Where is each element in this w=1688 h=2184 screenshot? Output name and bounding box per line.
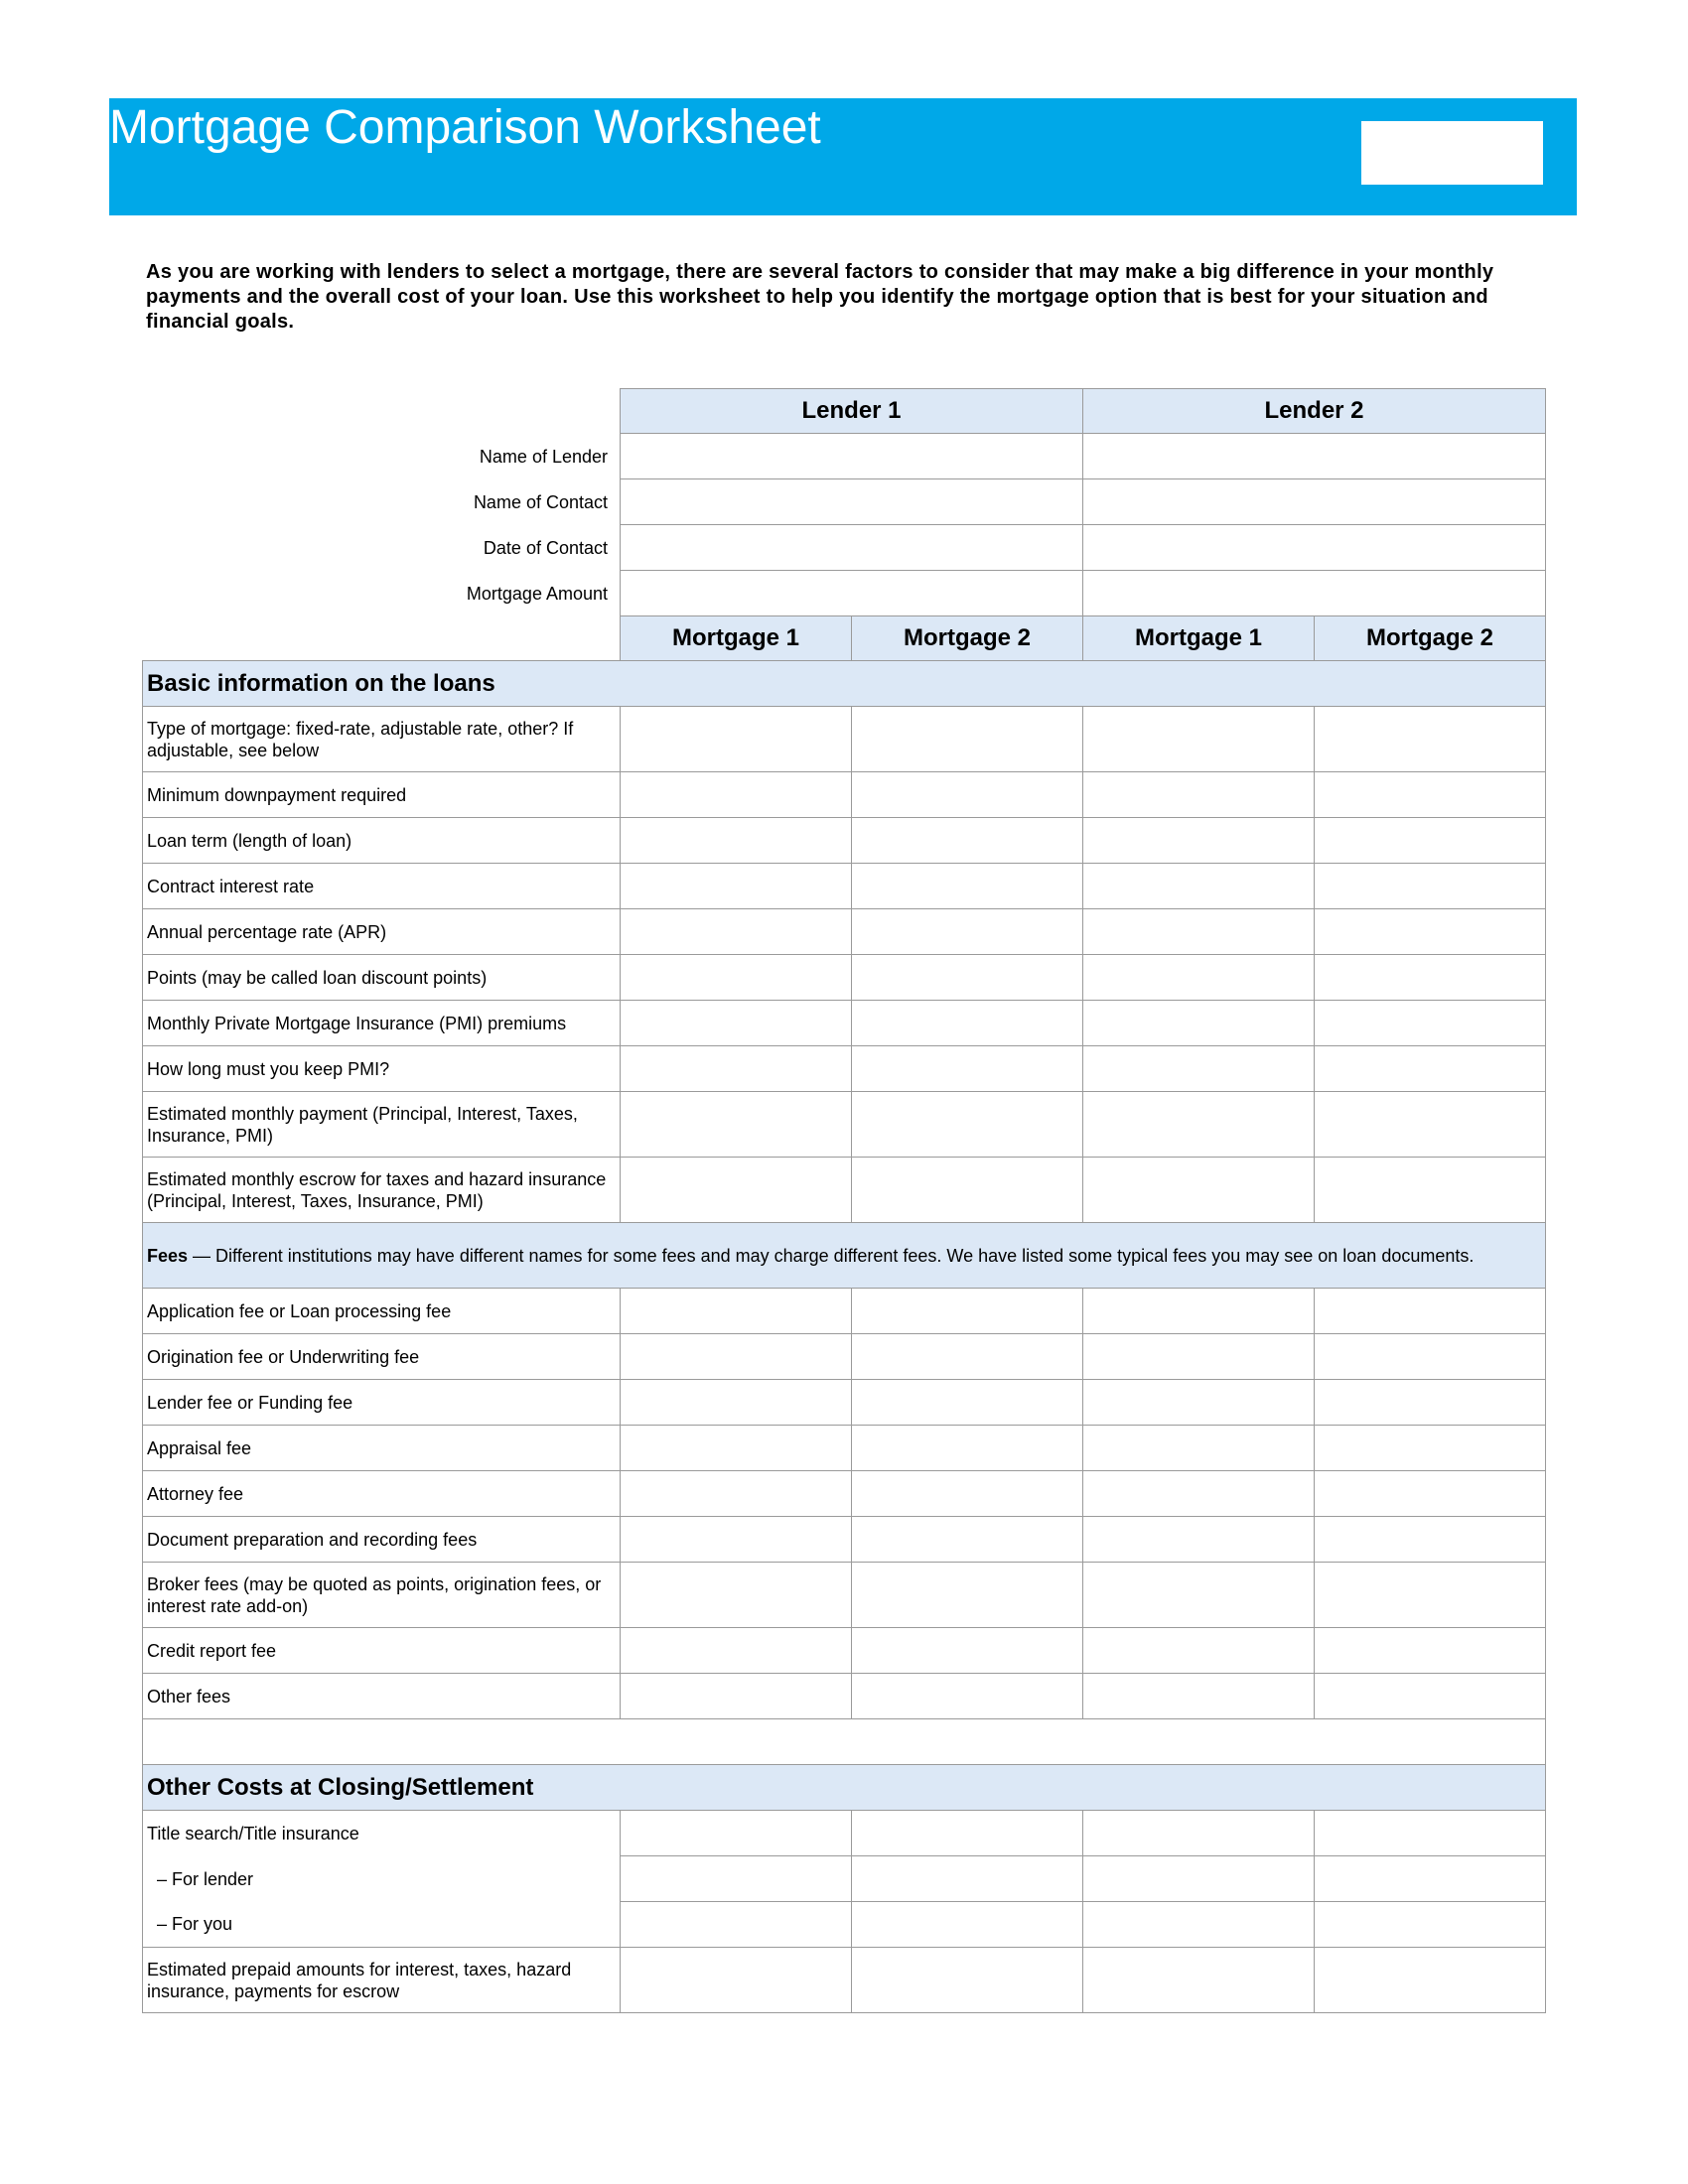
section-title-closing: Other Costs at Closing/Settlement [143, 1765, 1546, 1811]
input-cell[interactable] [1083, 1158, 1315, 1223]
input-cell[interactable] [1083, 955, 1315, 1001]
lender-2-input-cell[interactable] [1083, 525, 1546, 571]
input-cell[interactable] [1315, 1674, 1546, 1719]
lender-info-row [143, 571, 1546, 616]
input-cell[interactable] [1083, 707, 1315, 772]
lender-1-input-cell[interactable] [621, 571, 1083, 616]
section-row [143, 1765, 1546, 1811]
lender-info-row [143, 479, 1546, 525]
input-cell[interactable] [852, 1517, 1083, 1563]
row-label: Estimated prepaid amounts for interest, taxes, hazard insurance, payments for escrow [143, 1948, 621, 2013]
input-cell[interactable] [621, 1046, 852, 1092]
input-cell[interactable] [852, 1948, 1083, 2013]
table-row [143, 1092, 1546, 1158]
mortgage-header: Mortgage 2 [852, 616, 1083, 661]
fees-note: — Different institutions may have different names for some fees and may charge different fees. We have listed some typical fees you may see on loan documents. [188, 1245, 1475, 1266]
table-row [143, 1902, 1546, 1948]
table-row [143, 1471, 1546, 1517]
row-label: Monthly Private Mortgage Insurance (PMI) premiums [143, 1001, 621, 1046]
comparison-table [142, 388, 1546, 2013]
input-cell[interactable] [621, 909, 852, 955]
mortgage-header: Mortgage 1 [1083, 616, 1315, 661]
lender-info-label: Mortgage Amount [466, 583, 608, 604]
input-cell[interactable] [1083, 1471, 1315, 1517]
lender-info-label: Date of Contact [483, 537, 608, 558]
row-label: Type of mortgage: fixed-rate, adjustable rate, other? If adjustable, see below [143, 707, 621, 772]
input-cell[interactable] [1083, 1001, 1315, 1046]
input-cell[interactable] [1315, 772, 1546, 818]
lender-2-input-cell[interactable] [1083, 571, 1546, 616]
input-cell[interactable] [621, 1471, 852, 1517]
table-row [143, 1380, 1546, 1426]
lender-header-row [143, 389, 1546, 434]
input-cell[interactable] [621, 1948, 852, 2013]
table-row [143, 1628, 1546, 1674]
table-row [143, 1426, 1546, 1471]
row-label: How long must you keep PMI? [143, 1046, 621, 1092]
input-cell[interactable] [852, 1046, 1083, 1092]
input-cell[interactable] [1083, 1517, 1315, 1563]
input-cell[interactable] [1315, 1289, 1546, 1334]
input-cell[interactable] [1315, 1563, 1546, 1628]
row-label: Attorney fee [143, 1471, 621, 1517]
input-cell[interactable] [1315, 864, 1546, 909]
mortgage-header: Mortgage 1 [621, 616, 852, 661]
input-cell[interactable] [621, 1674, 852, 1719]
row-label: Document preparation and recording fees [143, 1517, 621, 1563]
input-cell[interactable] [621, 1628, 852, 1674]
mortgage-header: Mortgage 2 [1315, 616, 1546, 661]
table-row [143, 955, 1546, 1001]
lender-2-input-cell[interactable] [1083, 479, 1546, 525]
lender-info-label: Name of Contact [473, 491, 608, 512]
input-cell[interactable] [621, 864, 852, 909]
row-label: Annual percentage rate (APR) [143, 909, 621, 955]
input-cell[interactable] [1083, 1092, 1315, 1158]
input-cell[interactable] [1315, 1158, 1546, 1223]
input-cell[interactable] [1083, 1289, 1315, 1334]
input-cell[interactable] [852, 909, 1083, 955]
input-cell[interactable] [1083, 1674, 1315, 1719]
input-cell[interactable] [621, 1380, 852, 1426]
input-cell[interactable] [1315, 707, 1546, 772]
input-cell[interactable] [621, 772, 852, 818]
row-label: Estimated monthly payment (Principal, Interest, Taxes, Insurance, PMI) [143, 1092, 621, 1158]
input-cell[interactable] [1083, 1811, 1315, 1856]
table-row [143, 707, 1546, 772]
lender-info-label: Name of Lender [479, 446, 608, 467]
section-row [143, 661, 1546, 707]
input-cell[interactable] [1315, 1046, 1546, 1092]
input-cell[interactable] [1315, 909, 1546, 955]
row-label: Appraisal fee [143, 1426, 621, 1471]
table-row [143, 818, 1546, 864]
input-cell[interactable] [1083, 1426, 1315, 1471]
input-cell[interactable] [1315, 1426, 1546, 1471]
input-cell[interactable] [852, 1334, 1083, 1380]
table-row [143, 1289, 1546, 1334]
input-cell[interactable] [621, 1902, 852, 1948]
input-cell[interactable] [1315, 1001, 1546, 1046]
row-label: – For you [143, 1902, 621, 1948]
row-label: – For lender [143, 1856, 621, 1902]
table-row [143, 909, 1546, 955]
row-label: Estimated monthly escrow for taxes and hazard insurance (Principal, Interest, Taxes, Insurance, PMI) [143, 1158, 621, 1223]
input-cell[interactable] [621, 1092, 852, 1158]
input-cell[interactable] [852, 1426, 1083, 1471]
mortgage-header-row [143, 616, 1546, 661]
section-row [143, 1223, 1546, 1289]
input-cell[interactable] [1315, 1948, 1546, 2013]
table-row [143, 1046, 1546, 1092]
input-cell[interactable] [852, 1811, 1083, 1856]
input-cell[interactable] [852, 1902, 1083, 1948]
table-row [143, 1811, 1546, 1856]
input-cell[interactable] [852, 818, 1083, 864]
row-label: Origination fee or Underwriting fee [143, 1334, 621, 1380]
input-cell[interactable] [1083, 1563, 1315, 1628]
input-cell[interactable] [852, 1674, 1083, 1719]
row-label: Other fees [143, 1674, 621, 1719]
input-cell[interactable] [852, 1001, 1083, 1046]
lender-info-row [143, 434, 1546, 479]
input-cell[interactable] [1315, 1856, 1546, 1902]
input-cell[interactable] [852, 772, 1083, 818]
input-cell[interactable] [852, 1380, 1083, 1426]
input-cell[interactable] [852, 707, 1083, 772]
lender-1-header: Lender 1 [621, 389, 1083, 434]
input-cell[interactable] [621, 1001, 852, 1046]
input-cell[interactable] [621, 1811, 852, 1856]
input-cell[interactable] [852, 1628, 1083, 1674]
input-cell[interactable] [852, 1856, 1083, 1902]
input-cell[interactable] [852, 1471, 1083, 1517]
input-cell[interactable] [621, 1426, 852, 1471]
input-cell[interactable] [1315, 1517, 1546, 1563]
input-cell[interactable] [621, 707, 852, 772]
input-cell[interactable] [852, 1158, 1083, 1223]
lender-1-input-cell[interactable] [621, 479, 1083, 525]
input-cell[interactable] [1083, 1046, 1315, 1092]
input-cell[interactable] [621, 1334, 852, 1380]
lender-info-row [143, 525, 1546, 571]
lender-2-input-cell[interactable] [1083, 434, 1546, 479]
row-label: Contract interest rate [143, 864, 621, 909]
table-row [143, 1334, 1546, 1380]
table-row [143, 772, 1546, 818]
input-cell[interactable] [852, 1289, 1083, 1334]
row-label: Points (may be called loan discount points) [143, 955, 621, 1001]
input-cell[interactable] [1083, 864, 1315, 909]
input-cell[interactable] [621, 1158, 852, 1223]
input-cell[interactable] [1083, 1380, 1315, 1426]
input-cell[interactable] [1315, 955, 1546, 1001]
lender-2-header: Lender 2 [1083, 389, 1546, 434]
row-label: Application fee or Loan processing fee [143, 1289, 621, 1334]
row-label: Title search/Title insurance [143, 1811, 621, 1856]
input-cell[interactable] [1315, 1811, 1546, 1856]
input-cell[interactable] [621, 1563, 852, 1628]
banner-logo-box [1361, 121, 1543, 185]
table-row [143, 1674, 1546, 1719]
input-cell[interactable] [1315, 1628, 1546, 1674]
row-label: Broker fees (may be quoted as points, origination fees, or interest rate add-on) [143, 1563, 621, 1628]
table-row [143, 1001, 1546, 1046]
table-row [143, 1948, 1546, 2013]
input-cell[interactable] [852, 1563, 1083, 1628]
fees-label: Fees [147, 1245, 189, 1266]
input-cell[interactable] [1083, 1334, 1315, 1380]
input-cell[interactable] [621, 1856, 852, 1902]
input-cell[interactable] [1315, 1902, 1546, 1948]
input-cell[interactable] [1083, 772, 1315, 818]
input-cell[interactable] [1315, 1334, 1546, 1380]
input-cell[interactable] [621, 1517, 852, 1563]
intro-paragraph: As you are working with lenders to select a mortgage, there are several factors to consider that may make a big difference in your monthly payments and the overall cost of your loan. Use this worksheet to help you identify the mortgage option that is best for your situation and financial goals. [146, 261, 1494, 333]
input-cell[interactable] [621, 1289, 852, 1334]
input-cell[interactable] [1315, 1380, 1546, 1426]
input-cell[interactable] [1083, 1628, 1315, 1674]
table-row [143, 1856, 1546, 1902]
page-title: Mortgage Comparison Worksheet [109, 101, 821, 154]
section-title-basic: Basic information on the loans [143, 661, 1546, 707]
input-cell[interactable] [1083, 1856, 1315, 1902]
row-label: Lender fee or Funding fee [143, 1380, 621, 1426]
lender-1-input-cell[interactable] [621, 434, 1083, 479]
lender-1-input-cell[interactable] [621, 525, 1083, 571]
input-cell[interactable] [1315, 1092, 1546, 1158]
row-label: Credit report fee [143, 1628, 621, 1674]
input-cell[interactable] [1083, 818, 1315, 864]
table-row [143, 864, 1546, 909]
input-cell[interactable] [852, 1092, 1083, 1158]
table-row [143, 1563, 1546, 1628]
input-cell[interactable] [852, 864, 1083, 909]
input-cell[interactable] [1315, 818, 1546, 864]
input-cell[interactable] [621, 818, 852, 864]
input-cell[interactable] [852, 955, 1083, 1001]
input-cell[interactable] [1083, 1948, 1315, 2013]
spacer-row [143, 1719, 1546, 1765]
input-cell[interactable] [1083, 909, 1315, 955]
row-label: Loan term (length of loan) [143, 818, 621, 864]
table-row [143, 1158, 1546, 1223]
row-label: Minimum downpayment required [143, 772, 621, 818]
title-banner [109, 98, 1577, 215]
section-fees [143, 1223, 1546, 1289]
table-row [143, 1517, 1546, 1563]
spacer-cell [143, 1719, 1546, 1765]
input-cell[interactable] [621, 955, 852, 1001]
input-cell[interactable] [1083, 1902, 1315, 1948]
input-cell[interactable] [1315, 1471, 1546, 1517]
